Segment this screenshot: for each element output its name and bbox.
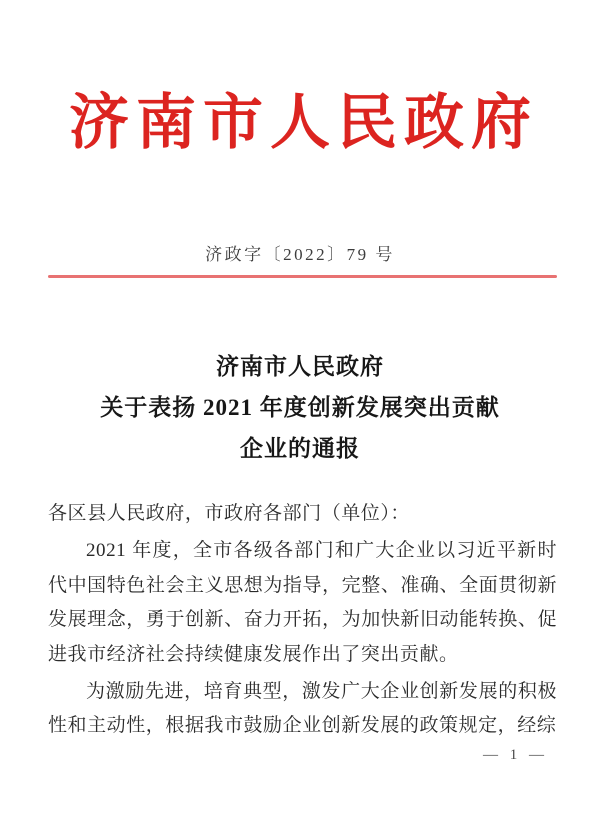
- document-body: [48, 497, 557, 744]
- page-number: — 1 —: [483, 747, 548, 763]
- document-title-line-1: 济南市人民政府: [216, 354, 384, 379]
- document-title-line-3: 企业的通报: [240, 436, 360, 461]
- document-title: [0, 346, 600, 469]
- body-paragraph-2: 为激励先进，培育典型，激发广大企业创新发展的积极性和主动性，根据我市鼓励企业创新发展的政策规定，经综: [48, 681, 557, 737]
- document-title-line-2: 关于表扬 2021 年度创新发展突出贡献: [100, 395, 500, 420]
- document-number: 济政字〔2022〕79 号: [205, 245, 395, 264]
- red-separator-line: [48, 275, 557, 278]
- salutation-line: 各区县人民政府，市政府各部门（单位）：: [48, 503, 410, 524]
- body-paragraph-1: 2021 年度，全市各级各部门和广大企业以习近平新时代中国特色社会主义思想为指导，完整、准确、全面贯彻新发展理念，勇于创新、奋力开拓，为加快新旧动能转换、促进我市经济社会持续健康发展作出了突出贡献。: [48, 540, 557, 665]
- agency-masthead: 济南市人民政府: [69, 90, 538, 156]
